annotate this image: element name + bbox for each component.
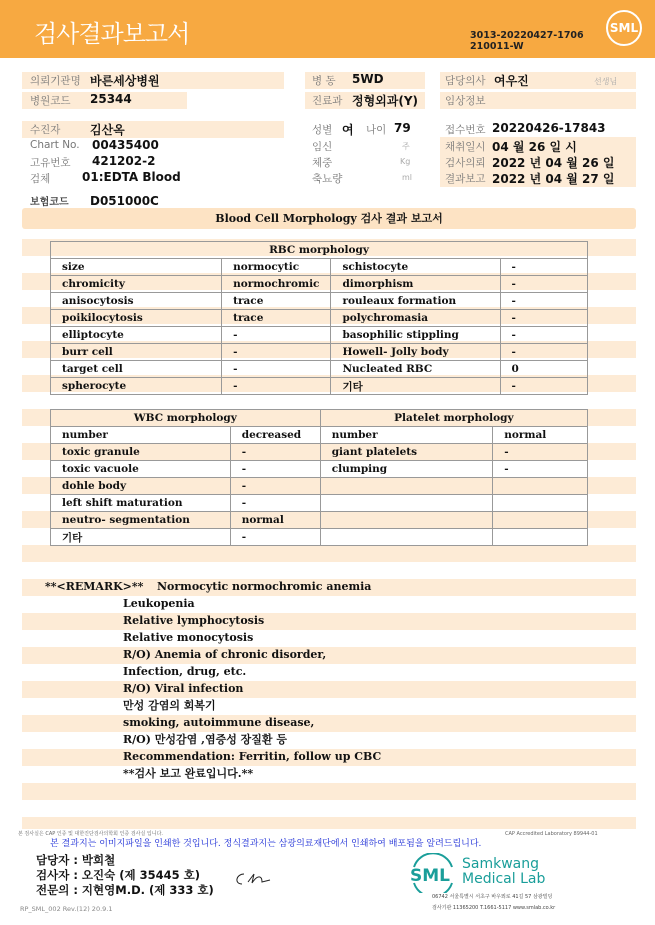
cell-label: Howell- Jolly body [331,344,500,361]
table-row [51,310,588,327]
cell-label: spherocyte [51,378,222,395]
cell-value [493,478,588,495]
form-number: RP_SML_002 Rev.(12) 20.9.1 [20,905,113,913]
chart-label: Chart No. [30,139,80,151]
report-subtitle: Blood Cell Morphology 검사 결과 보고서 [215,212,443,225]
remark-lines [123,578,381,782]
cell-value: decreased [230,427,320,444]
doc-number-1: 3013-20220427-1706 [470,30,584,41]
table-row [51,427,588,444]
wbc-platelet-table [50,409,588,546]
table-row [51,327,588,344]
cell-label: basophilic stippling [331,327,500,344]
cell-value: - [222,327,331,344]
receipt-value: 20220426-17843 [492,121,606,135]
cell-value [493,529,588,546]
tester-name: 검사자 : 오진숙 (제 35445 호) [36,868,201,882]
cell-value: trace [222,293,331,310]
cell-value: - [500,378,587,395]
table-row [51,478,588,495]
page-title: 검사결과보고서 [34,20,190,48]
cell-label: left shift maturation [51,495,231,512]
cell-label: dimorphism [331,276,500,293]
cell-value: - [493,461,588,478]
cell-label: toxic granule [51,444,231,461]
remark-line: R/O) 만성감염 ,염증성 장질환 등 [123,733,287,746]
remark-line: **검사 보고 완료입니다.** [123,767,254,780]
accreditation-notice: 본 검사실은 CAP 인증 및 대한진단검사의학회 인증 검사실 입니다. [18,831,163,837]
wbc-table-title: WBC morphology [51,410,321,427]
remark-line: smoking, autoimmune disease, [123,716,315,729]
cell-label: clumping [320,461,493,478]
cell-label: schistocyte [331,259,500,276]
lab-name [462,857,545,887]
table-row [51,361,588,378]
pregnancy-unit: 주 [402,142,410,151]
request-label: 검사의뢰 [445,157,486,169]
remark-line: Recommendation: Ferritin, follow up CBC [123,750,382,763]
weight-unit: Kg [400,157,411,166]
table-row [51,344,588,361]
specialist-name: 전문의 : 지현영M.D. (제 333 호) [36,883,214,897]
svg-text:SML: SML [410,866,450,886]
remark-line: R/O) Viral infection [123,682,244,695]
table-row [51,495,588,512]
cell-label: neutro- segmentation [51,512,231,529]
cell-value: - [230,495,320,512]
doctor-label: 담당의사 [445,75,486,87]
report-date-value: 2022 년 04 월 27 일 [492,172,615,186]
remark-line: Infection, drug, etc. [123,665,247,678]
remark-line: Normocytic normochromic anemia [157,580,372,593]
unique-label: 고유번호 [30,157,71,169]
dept-label: 진료과 [312,95,343,107]
patient-value: 김산옥 [90,123,125,137]
cap-accreditation: CAP Accredited Laboratory 89944-01 [505,831,598,837]
age-label: 나이 [366,124,387,136]
cell-value: - [230,529,320,546]
cell-label: 기타 [331,378,500,395]
remark-line: Leukopenia [123,597,195,610]
cell-label: chromicity [51,276,222,293]
table-row [51,293,588,310]
cell-label [320,478,493,495]
request-value: 2022 년 04 월 26 일 [492,156,615,170]
table-row [51,529,588,546]
age-value: 79 [394,121,411,135]
table-row [51,444,588,461]
cell-label: burr cell [51,344,222,361]
dept-value: 정형외과(Y) [352,94,419,108]
cell-label [320,495,493,512]
cell-label: target cell [51,361,222,378]
cell-value: normal [230,512,320,529]
cell-value: - [222,361,331,378]
hospital-code-value: 25344 [90,92,132,106]
cell-value: - [500,259,587,276]
rbc-morphology-table [50,241,588,395]
cell-label: poikilocytosis [51,310,222,327]
cell-label: number [51,427,231,444]
receipt-label: 접수번호 [445,124,486,136]
cell-value: - [500,276,587,293]
collect-value: 04 월 26 일 시 [492,140,577,154]
remark-line: 만성 감염의 회복기 [123,699,216,712]
cell-label [320,512,493,529]
cell-value: - [230,444,320,461]
patient-label: 수진자 [30,124,61,136]
unique-value: 421202-2 [92,154,156,168]
table-row [51,276,588,293]
lab-contact: 검사기관 11365200 T.1661-5117 www.smlab.co.kr [432,905,556,911]
cell-value: - [493,444,588,461]
urine-unit: ml [402,173,413,182]
cell-value: - [222,344,331,361]
cell-label: toxic vacuole [51,461,231,478]
clinical-info-label: 임상정보 [445,95,486,107]
table-row [51,259,588,276]
platelet-table-title: Platelet morphology [320,410,587,427]
signature-image [232,868,277,888]
collect-label: 채취일시 [445,141,486,153]
cell-value: - [230,478,320,495]
cell-label: dohle body [51,478,231,495]
cell-value [493,512,588,529]
cell-label: polychromasia [331,310,500,327]
cell-value: - [230,461,320,478]
institution-label: 의뢰기관명 [30,75,81,87]
staff-name: 담당자 : 박희철 [36,853,116,867]
urine-label: 축뇨량 [312,173,343,185]
cell-value: - [222,378,331,395]
table-row [51,378,588,395]
cell-label: anisocytosis [51,293,222,310]
rbc-table-title: RBC morphology [51,242,588,259]
cell-label: 기타 [51,529,231,546]
cell-label: elliptocyte [51,327,222,344]
sex-value: 여 [342,123,354,137]
cell-label: giant platelets [320,444,493,461]
lab-name-2: Medical Lab [462,871,546,887]
cell-value: normal [493,427,588,444]
cell-value: normocytic [222,259,331,276]
cell-value: - [500,310,587,327]
specimen-label: 검체 [30,173,51,185]
cell-label: number [320,427,493,444]
sml-lab-logo [408,853,458,893]
sml-logo: SML [606,10,642,46]
ward-label: 병 동 [312,75,336,87]
cell-value: - [500,327,587,344]
chart-value: 00435400 [92,138,159,152]
table-row [51,461,588,478]
pregnancy-label: 임신 [312,141,333,153]
cell-value [493,495,588,512]
cell-value: 0 [500,361,587,378]
ward-value: 5WD [352,72,384,86]
cell-label: Nucleated RBC [331,361,500,378]
doc-number-2: 210011-W [470,41,524,52]
lab-name-1: Samkwang [462,856,539,872]
cell-label: rouleaux formation [331,293,500,310]
cell-value: - [500,293,587,310]
report-date-label: 결과보고 [445,173,486,185]
table-row [51,512,588,529]
hospital-code-label: 병원코드 [30,95,71,107]
doctor-value: 여우진 [494,74,529,88]
remark-line: Relative lymphocytosis [123,614,265,627]
specimen-value: 01:EDTA Blood [82,170,181,184]
weight-label: 체중 [312,157,333,169]
remark-line: R/O) Anemia of chronic disorder, [123,648,327,661]
cell-value: trace [222,310,331,327]
image-print-notice: 본 결과지는 이미지파일을 인쇄한 것입니다. 정식결과지는 삼광의료재단에서 인쇄하여 배포됨을 알려드립니다. [50,839,482,849]
cell-value: normochromic [222,276,331,293]
document-number [470,30,584,52]
sex-label: 성별 [312,124,333,136]
cell-value: - [500,344,587,361]
doctor-suffix: 선생님 [594,77,618,86]
cell-label [320,529,493,546]
insurance-label: 보험코드 [30,197,69,208]
lab-address: 06742 서울특별시 서초구 바우뫼로 41길 57 삼광빌딩 [432,894,553,900]
insurance-value: D051000C [90,194,159,208]
cell-label: size [51,259,222,276]
remark-line: Relative monocytosis [123,631,254,644]
remark-label: **<REMARK>** [45,580,144,593]
institution-value: 바른세상병원 [90,74,160,88]
